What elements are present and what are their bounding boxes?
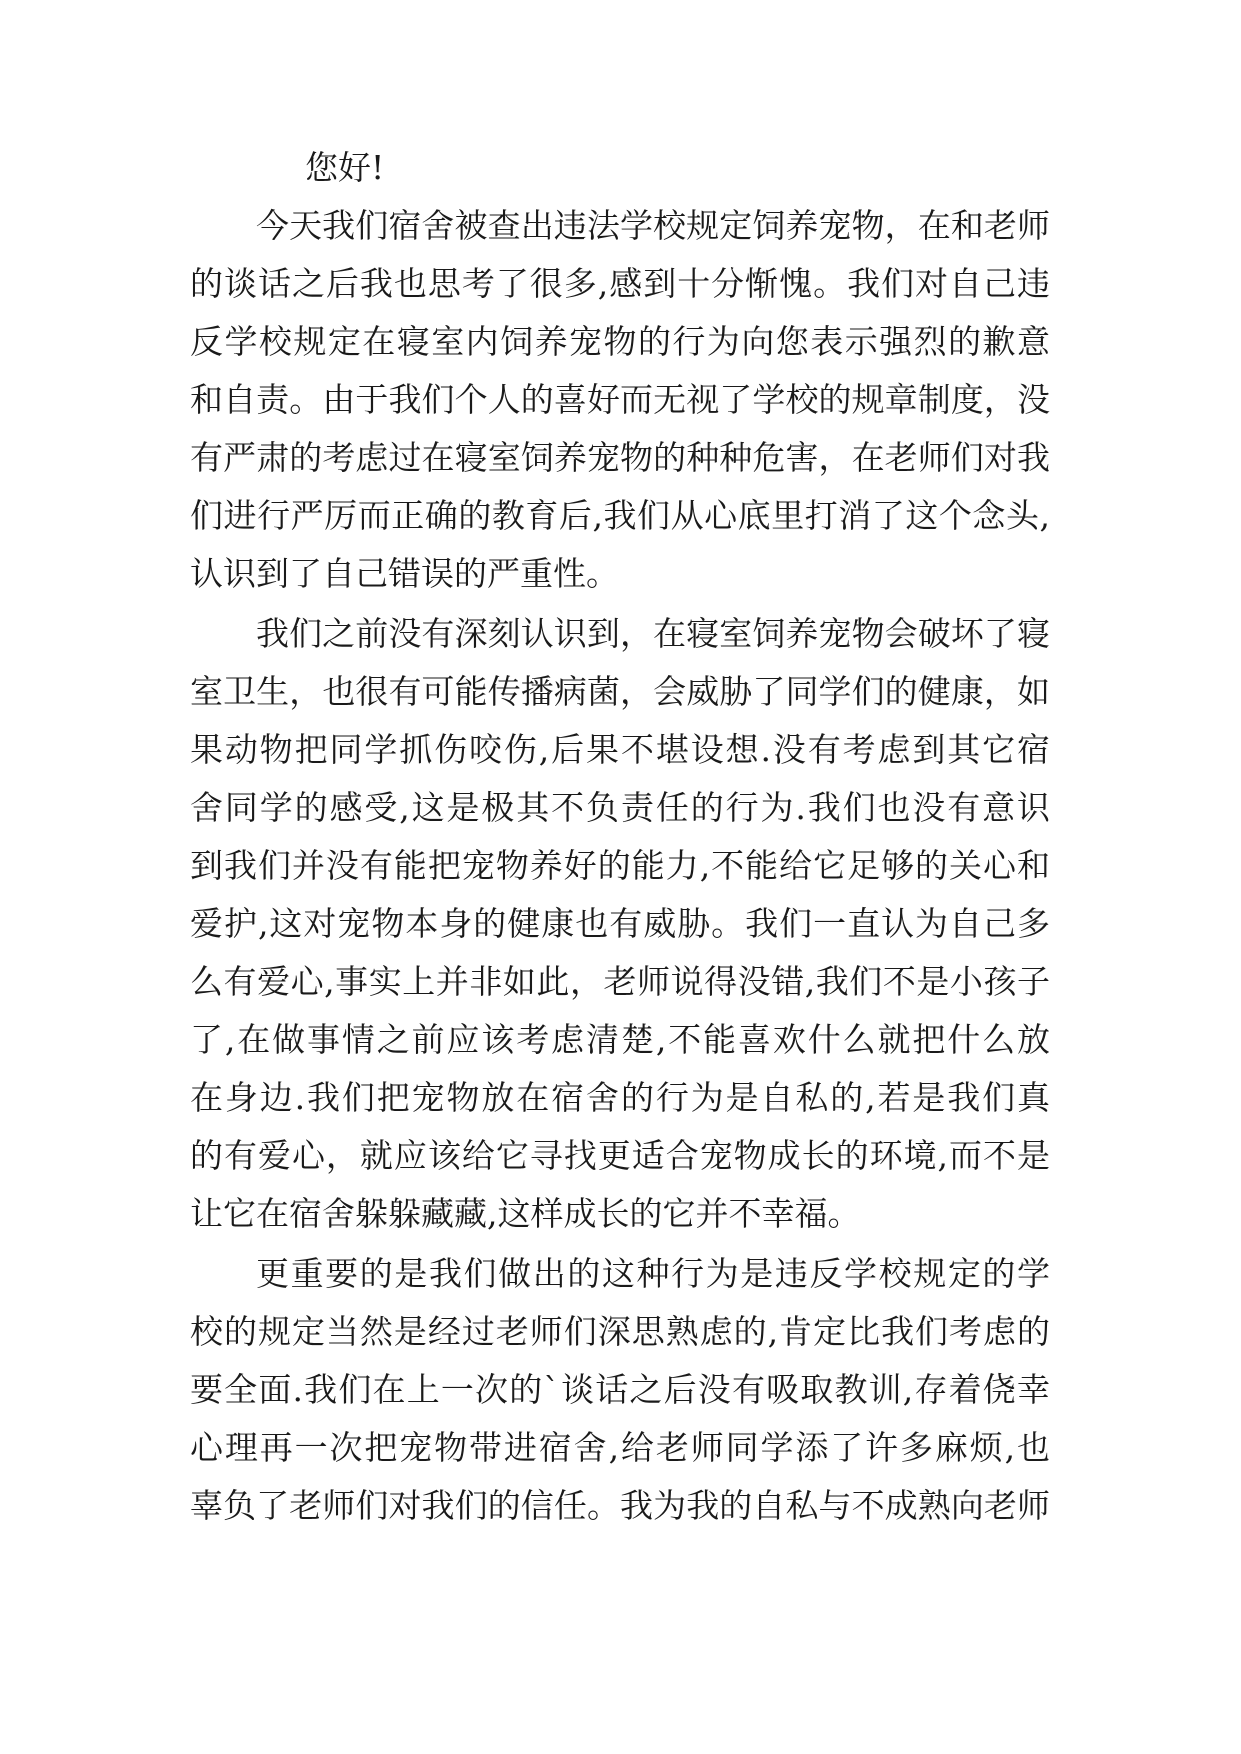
paragraph-line: 果动物把同学抓伤咬伤,后果不堪设想.没有考虑到其它宿 — [190, 730, 1050, 769]
paragraph-line: 有严肃的考虑过在寝室饲养宠物的种种危害，在老师们对我 — [190, 438, 1050, 477]
paragraph-line: 到我们并没有能把宠物养好的能力,不能给它足够的关心和 — [190, 846, 1050, 885]
paragraph-line: 的谈话之后我也思考了很多,感到十分惭愧。我们对自己违 — [190, 264, 1050, 303]
paragraph-line: 校的规定当然是经过老师们深思熟虑的,肯定比我们考虑的 — [190, 1312, 1050, 1351]
paragraph-line: 今天我们宿舍被查出违法学校规定饲养宠物，在和老师 — [256, 206, 1050, 245]
paragraph-line: 认识到了自己错误的严重性。 — [190, 554, 619, 593]
paragraph-line: 么有爱心,事实上并非如此，老师说得没错,我们不是小孩子 — [190, 962, 1050, 1001]
paragraph-line: 舍同学的感受,这是极其不负责任的行为.我们也没有意识 — [190, 788, 1050, 827]
paragraph-line: 们进行严厉而正确的教育后,我们从心底里打消了这个念头, — [190, 496, 1050, 535]
paragraph-line: 让它在宿舍躲躲藏藏,这样成长的它并不幸福。 — [190, 1194, 861, 1233]
paragraph-line: 和自责。由于我们个人的喜好而无视了学校的规章制度，没 — [190, 380, 1050, 419]
paragraph-line: 室卫生，也很有可能传播病菌，会威胁了同学们的健康，如 — [190, 672, 1050, 711]
paragraph-line: 辜负了老师们对我们的信任。我为我的自私与不成熟向老师 — [190, 1486, 1050, 1525]
paragraph-line: 要全面.我们在上一次的`谈话之后没有吸取教训,存着侥幸 — [190, 1370, 1050, 1409]
greeting: 您好! — [305, 148, 385, 187]
paragraph-line: 在身边.我们把宠物放在宿舍的行为是自私的,若是我们真 — [190, 1078, 1050, 1117]
paragraph-line: 爱护,这对宠物本身的健康也有威胁。我们一直认为自己多 — [190, 904, 1050, 943]
paragraph-line: 我们之前没有深刻认识到，在寝室饲养宠物会破坏了寝 — [256, 614, 1050, 653]
paragraph-line: 了,在做事情之前应该考虑清楚,不能喜欢什么就把什么放 — [190, 1020, 1050, 1059]
paragraph-line: 的有爱心，就应该给它寻找更适合宠物成长的环境,而不是 — [190, 1136, 1050, 1175]
paragraph-line: 心理再一次把宠物带进宿舍,给老师同学添了许多麻烦,也 — [190, 1428, 1050, 1467]
paragraph-line: 反学校规定在寝室内饲养宠物的行为向您表示强烈的歉意 — [190, 322, 1050, 361]
paragraph-line: 更重要的是我们做出的这种行为是违反学校规定的学 — [256, 1254, 1050, 1293]
